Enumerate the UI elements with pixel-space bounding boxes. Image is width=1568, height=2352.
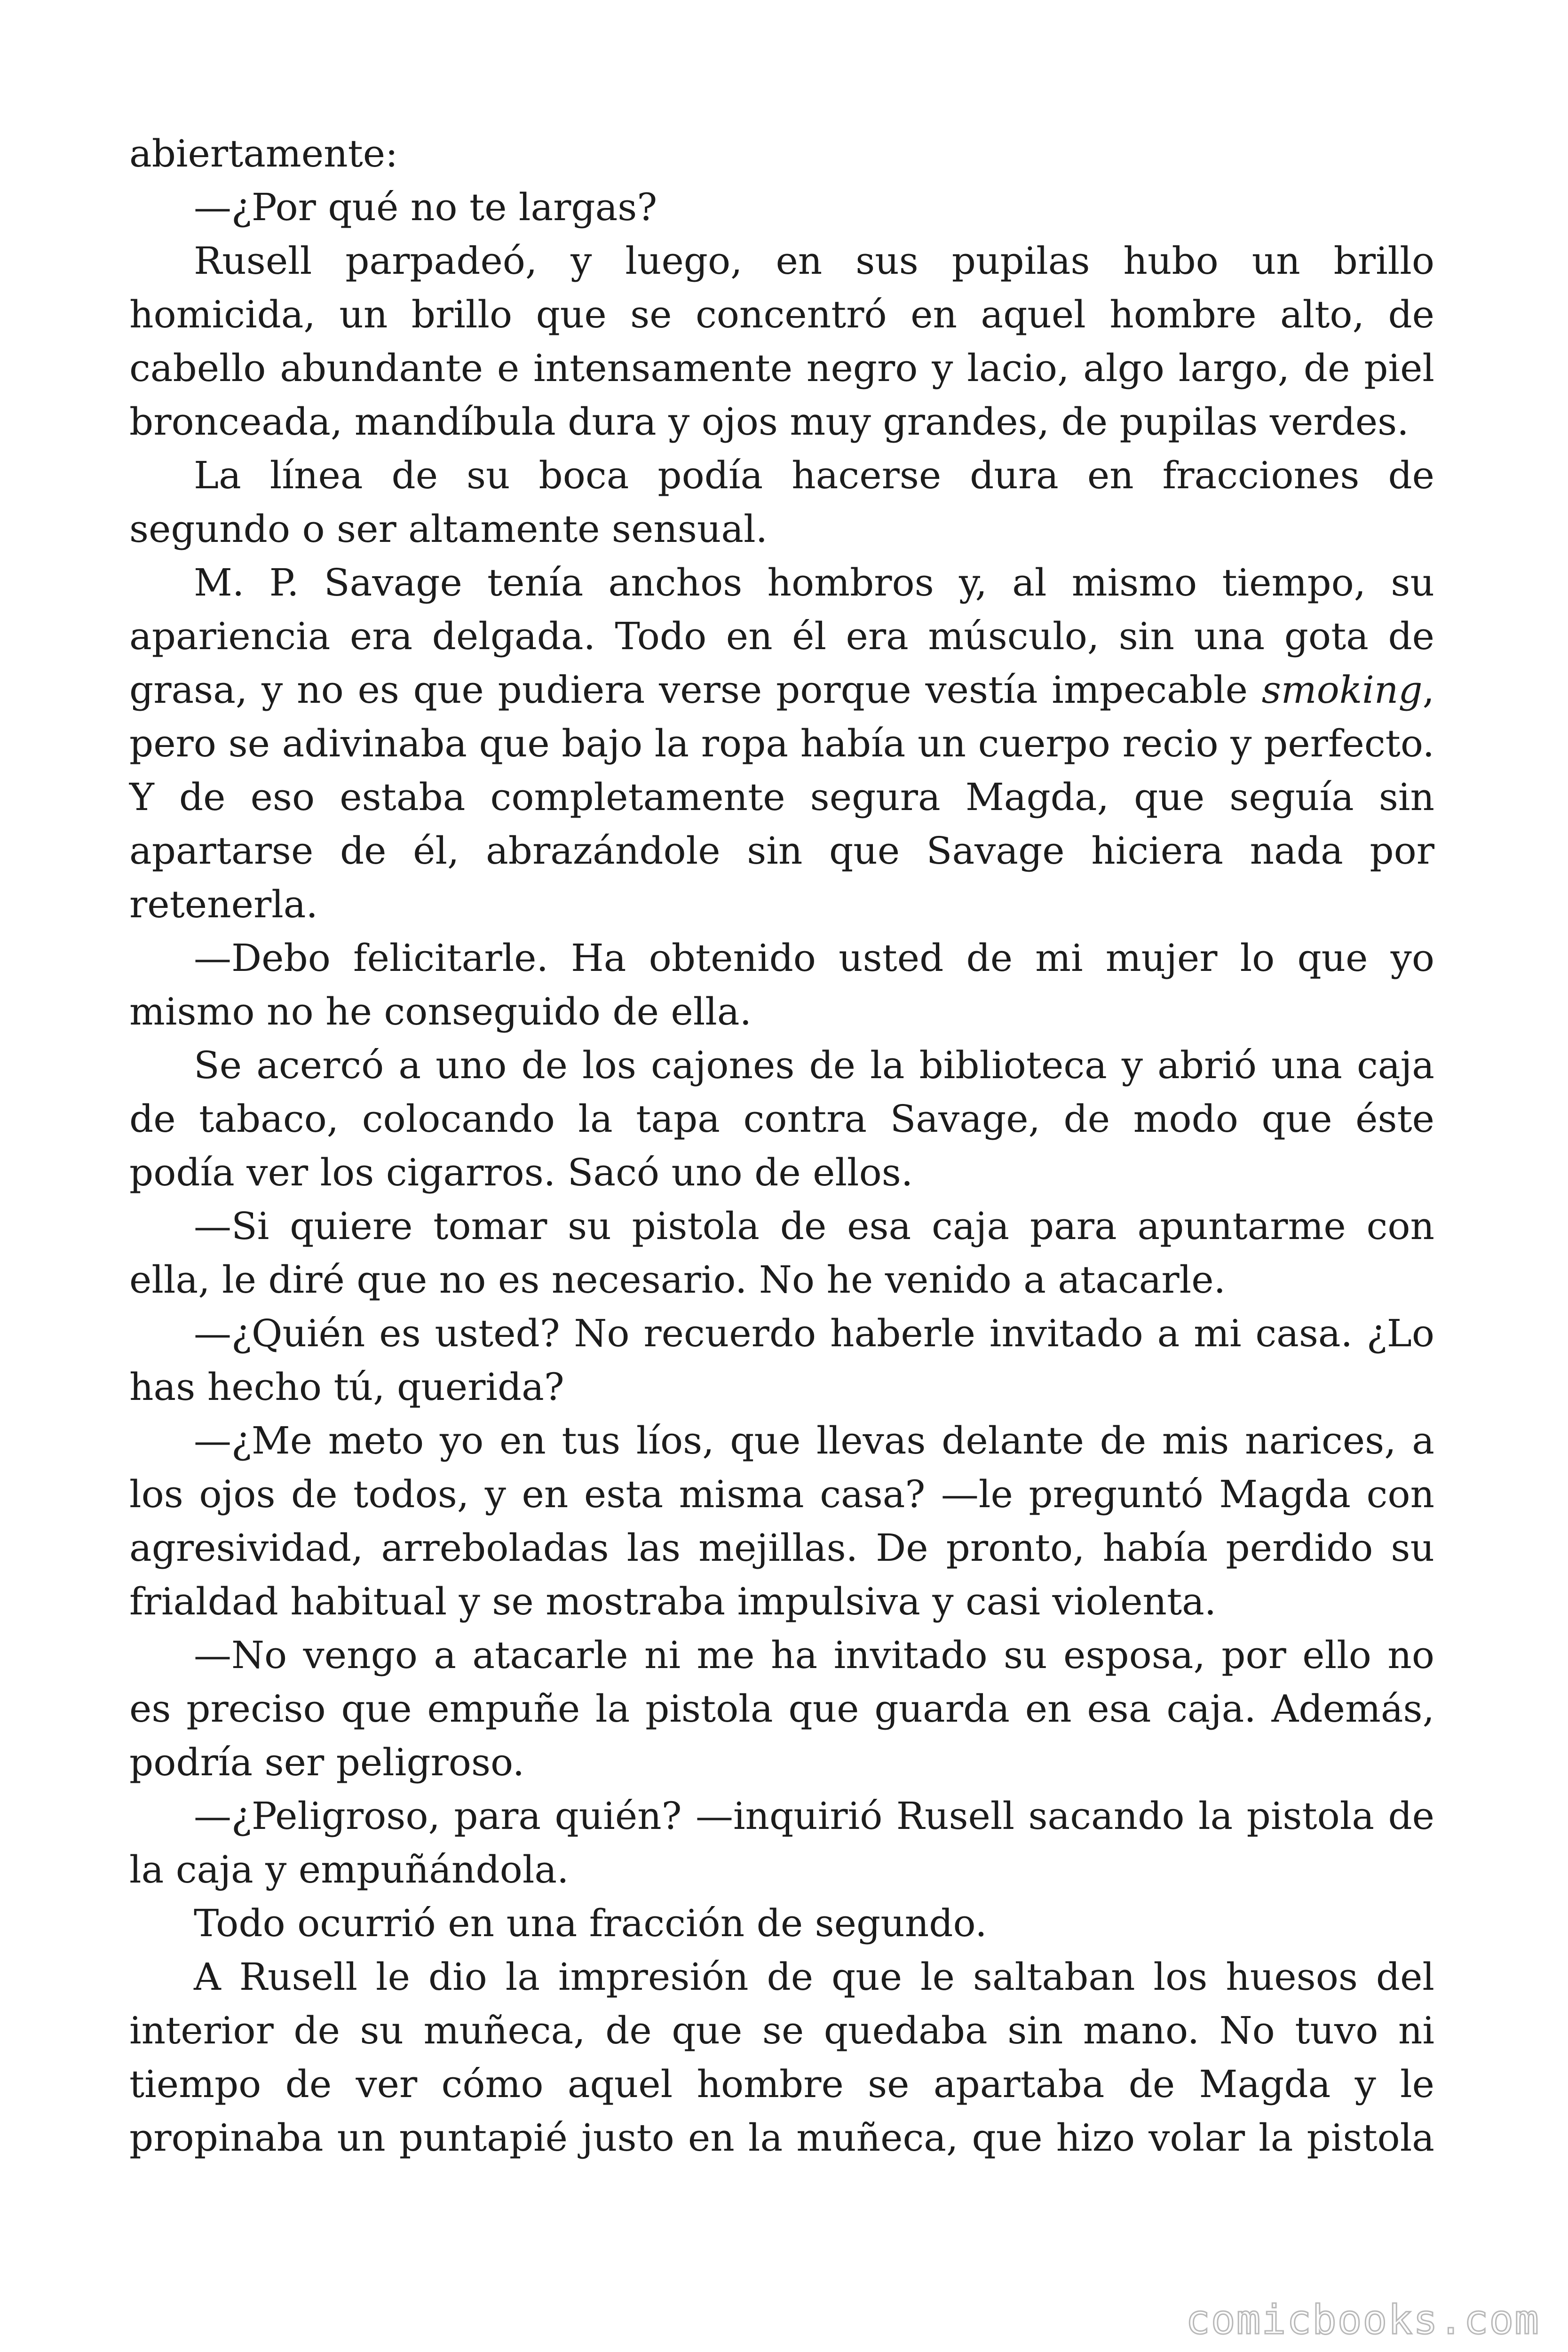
paragraph <box>129 556 1434 931</box>
paragraph: Se acercó a uno de los cajones de la biblioteca y abrió una caja de tabaco, colocando la tapa contra Savage, de modo que éste podía ver los cigarros. Sacó uno de ellos. <box>129 1043 1434 1194</box>
watermark: comicbooks.com <box>1186 2296 1540 2344</box>
paragraph: —¿Quién es usted? No recuerdo haberle invitado a mi casa. ¿Lo has hecho tú, querida? <box>129 1311 1434 1409</box>
paragraph: La línea de su boca podía hacerse dura en fracciones de segundo o ser altamente sensual. <box>129 453 1434 551</box>
paragraph: abiertamente: <box>129 132 398 175</box>
paragraph-text: M. P. Savage tenía anchos hombros y, al mismo tiempo, su apariencia era delgada. Todo en él era músculo, sin una gota de grasa, y no es que pudiera verse porque vestía impecable <box>129 561 1434 712</box>
paragraph: Todo ocurrió en una fracción de segundo. <box>194 1901 987 1945</box>
paragraph-text: , pero se adivinaba que bajo la ropa había un cuerpo recio y perfecto. Y de eso estaba completamente segura Magda, que seguía sin apartarse de él, abrazándole sin que Savage hiciera nada por retenerla. <box>129 668 1434 926</box>
paragraph: —No vengo a atacarle ni me ha invitado su esposa, por ello no es preciso que empuñe la pistola que guarda en esa caja. Además, podría ser peligroso. <box>129 1633 1434 1784</box>
paragraph: Rusell parpadeó, y luego, en sus pupilas hubo un brillo homicida, un brillo que se concentró en aquel hombre alto, de cabello abundante e intensamente negro y lacio, algo largo, de piel bronceada, mandíbula dura y ojos muy grandes, de pupilas verdes. <box>129 239 1434 444</box>
paragraph: —¿Peligroso, para quién? —inquirió Rusell sacando la pistola de la caja y empuñándola. <box>129 1794 1434 1891</box>
paragraph: —¿Por qué no te largas? <box>194 185 657 229</box>
italic-word: smoking <box>1261 668 1423 712</box>
paragraph: A Rusell le dio la impresión de que le saltaban los huesos del interior de su muñeca, de que se quedaba sin mano. No tuvo ni tiempo de ver cómo aquel hombre se apartaba de Magda y le propinaba un puntapié justo en la muñeca, que hizo volar la pistola <box>129 1955 1434 2160</box>
paragraph: —Si quiere tomar su pistola de esa caja para apuntarme con ella, le diré que no es necesario. No he venido a atacarle. <box>129 1204 1434 1302</box>
book-page-text <box>129 127 1434 2165</box>
paragraph: —Debo felicitarle. Ha obtenido usted de mi mujer lo que yo mismo no he conseguido de ella. <box>129 936 1434 1033</box>
paragraph: —¿Me meto yo en tus líos, que llevas delante de mis narices, a los ojos de todos, y en esta misma casa? —le preguntó Magda con agresividad, arreboladas las mejillas. De pronto, había perdido su frialdad habitual y se mostraba impulsiva y casi violenta. <box>129 1419 1434 1623</box>
